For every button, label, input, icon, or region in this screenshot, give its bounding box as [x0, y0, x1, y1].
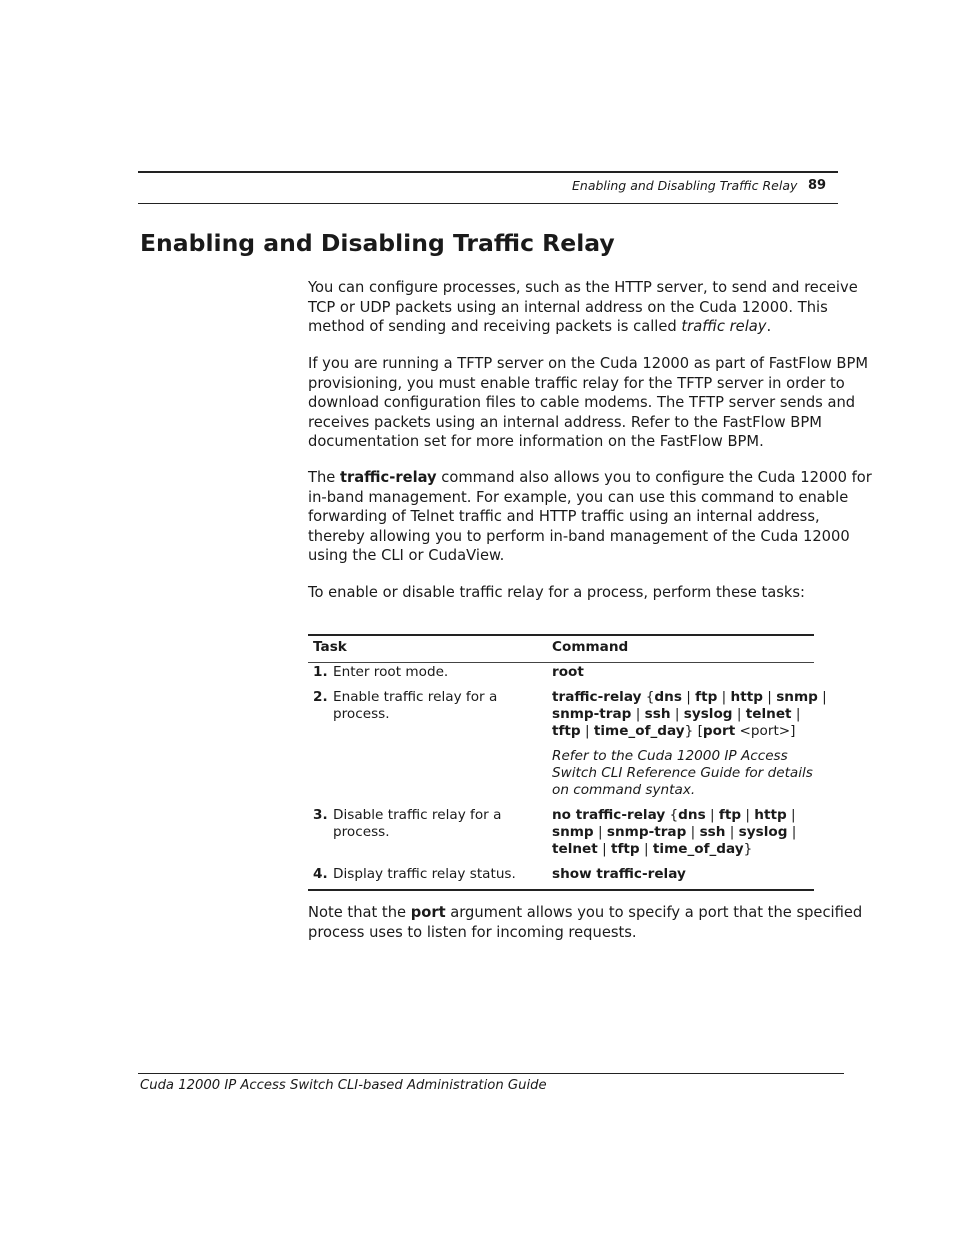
task-text-line: process.	[333, 706, 390, 722]
cmd-sep: |	[787, 824, 797, 840]
step-number: 4.	[313, 866, 328, 882]
step-number: 1.	[313, 664, 328, 680]
command-cell	[552, 807, 822, 858]
paragraph-5	[308, 903, 863, 942]
cmd-sep: |	[717, 689, 731, 705]
p5-text-rest: argument allows you to specify a port that the specified	[445, 904, 863, 921]
command-root: root	[552, 664, 584, 680]
cmd-keyword: telnet	[552, 841, 598, 857]
p1-line-2: TCP or UDP packets using an internal address on the Cuda 12000. This	[308, 298, 828, 316]
command-note: Switch CLI Reference Guide for details	[552, 765, 813, 781]
cmd-sep: |	[741, 807, 755, 823]
p3-line-4: thereby allowing you to perform in-band management of the Cuda 12000	[308, 527, 850, 545]
p5-line-2: process uses to listen for incoming requests.	[308, 923, 637, 941]
cmd-keyword: time_of_day	[593, 723, 685, 739]
p2-line-5: documentation set for more information on the FastFlow BPM.	[308, 433, 764, 451]
cmd-keyword: ftp	[695, 689, 718, 705]
command-line	[552, 807, 822, 824]
cmd-keyword: tftp	[611, 841, 640, 857]
cmd-sep: |	[681, 689, 696, 705]
argument-port: port	[410, 904, 446, 921]
command-line	[552, 706, 822, 723]
p3-line-5: using the CLI or CudaView.	[308, 547, 505, 565]
cmd-sep: |	[762, 689, 777, 705]
cmd-sep: |	[686, 824, 700, 840]
cmd-sep: } [	[684, 723, 703, 739]
p1-line-3	[308, 317, 848, 337]
p3-line-1	[308, 468, 872, 488]
cmd-sep: |	[631, 706, 645, 722]
p3-text: The	[308, 469, 340, 486]
cmd-sep: |	[593, 824, 607, 840]
table-header-rule	[308, 662, 814, 663]
running-header-title: Enabling and Disabling Traffic Relay	[572, 178, 798, 193]
column-header-command: Command	[552, 639, 629, 655]
command-show-traffic-relay: show traffic-relay	[552, 866, 686, 882]
cmd-keyword: ftp	[718, 807, 742, 823]
p5-line-1	[308, 903, 863, 923]
header-bottom-rule	[138, 203, 838, 204]
cmd-sep: }	[743, 841, 753, 857]
cmd-keyword: tftp	[552, 723, 581, 739]
p4-line-1: To enable or disable traffic relay for a process, perform these tasks:	[308, 584, 805, 601]
footer-rule	[138, 1073, 844, 1074]
cmd-keyword: http	[754, 807, 787, 823]
cmd-sep: |	[732, 706, 746, 722]
p2-line-2: provisioning, you must enable traffic relay for the TFTP server in order to	[308, 374, 845, 392]
task-text-line: Disable traffic relay for a	[333, 807, 502, 823]
cmd-keyword: dns	[678, 807, 706, 823]
cmd-keyword: ssh	[699, 824, 726, 840]
task-text-line: Enable traffic relay for a	[333, 689, 498, 705]
cmd-keyword: telnet	[745, 706, 792, 722]
command-note: Refer to the Cuda 12000 IP Access	[552, 748, 788, 764]
command-cell	[552, 866, 822, 883]
paragraph-3	[308, 468, 872, 566]
p5-text: Note that the	[308, 904, 411, 921]
command-line	[552, 841, 822, 858]
command-line	[552, 723, 822, 740]
cmd-keyword: snmp-trap	[606, 824, 687, 840]
cmd-keyword: syslog	[683, 706, 733, 722]
task-text	[333, 807, 501, 841]
cmd-sep: |	[705, 807, 719, 823]
cmd-sep: |	[639, 841, 653, 857]
footer-guide-title: Cuda 12000 IP Access Switch CLI-based Administration Guide	[140, 1078, 547, 1093]
step-number: 2.	[313, 689, 328, 705]
paragraph-4	[308, 583, 848, 603]
cmd-keyword: port	[702, 723, 736, 739]
p2-line-1: If you are running a TFTP server on the Cuda 12000 as part of FastFlow BPM	[308, 355, 869, 372]
cmd-keyword: time_of_day	[652, 841, 744, 857]
step-number: 3.	[313, 807, 328, 823]
task-text-line: process.	[333, 824, 390, 840]
cmd-sep: {	[665, 807, 679, 823]
cmd-keyword: snmp	[776, 689, 818, 705]
p2-line-3: download configuration files to cable modems. The TFTP server sends and	[308, 394, 856, 412]
command-line	[552, 689, 827, 706]
page-number: 89	[808, 178, 827, 193]
cmd-arg: <port>]	[735, 723, 796, 739]
paragraph-2	[308, 354, 869, 452]
cmd-keyword: syslog	[738, 824, 788, 840]
cmd-sep: |	[817, 689, 827, 705]
cmd-keyword: snmp	[552, 824, 594, 840]
cmd-sep: |	[791, 706, 801, 722]
cmd-keyword: no traffic-relay	[552, 807, 666, 823]
cmd-sep: |	[580, 723, 594, 739]
command-note: on command syntax.	[552, 782, 696, 798]
cmd-sep: |	[786, 807, 796, 823]
p3-text-rest: command also allows you to configure the Cuda 12000 for	[436, 469, 872, 486]
task-text: Enter root mode.	[333, 664, 449, 680]
command-line	[552, 824, 822, 841]
task-text: Display traffic relay status.	[333, 866, 516, 882]
paragraph-1	[308, 278, 858, 337]
section-heading: Enabling and Disabling Traffic Relay	[140, 229, 615, 257]
command-cell	[552, 689, 827, 799]
p1-period: .	[766, 318, 772, 336]
command-name-traffic-relay: traffic-relay	[340, 469, 437, 486]
cmd-keyword: snmp-trap	[552, 706, 632, 722]
table-bottom-rule	[308, 889, 814, 891]
header-top-rule	[138, 171, 838, 173]
p1-line-1: You can configure processes, such as the HTTP server, to send and receive	[308, 279, 858, 296]
task-text	[333, 689, 497, 723]
term-traffic-relay: traffic relay	[681, 318, 767, 336]
cmd-sep: {	[641, 689, 655, 705]
p3-line-3: forwarding of Telnet traffic and HTTP traffic using an internal address,	[308, 508, 820, 526]
cmd-keyword: http	[730, 689, 763, 705]
cmd-keyword: dns	[654, 689, 682, 705]
cmd-sep: |	[725, 824, 739, 840]
p2-line-4: receives packets using an internal address. Refer to the FastFlow BPM	[308, 413, 822, 431]
command-cell	[552, 664, 822, 681]
column-header-task: Task	[313, 639, 347, 655]
table-top-rule	[308, 634, 814, 636]
cmd-keyword: ssh	[644, 706, 671, 722]
p3-line-2: in-band management. For example, you can use this command to enable	[308, 488, 849, 506]
p1-text: method of sending and receiving packets is called	[308, 318, 682, 336]
cmd-sep: |	[670, 706, 684, 722]
cmd-keyword: traffic-relay	[552, 689, 642, 705]
cmd-sep: |	[597, 841, 612, 857]
